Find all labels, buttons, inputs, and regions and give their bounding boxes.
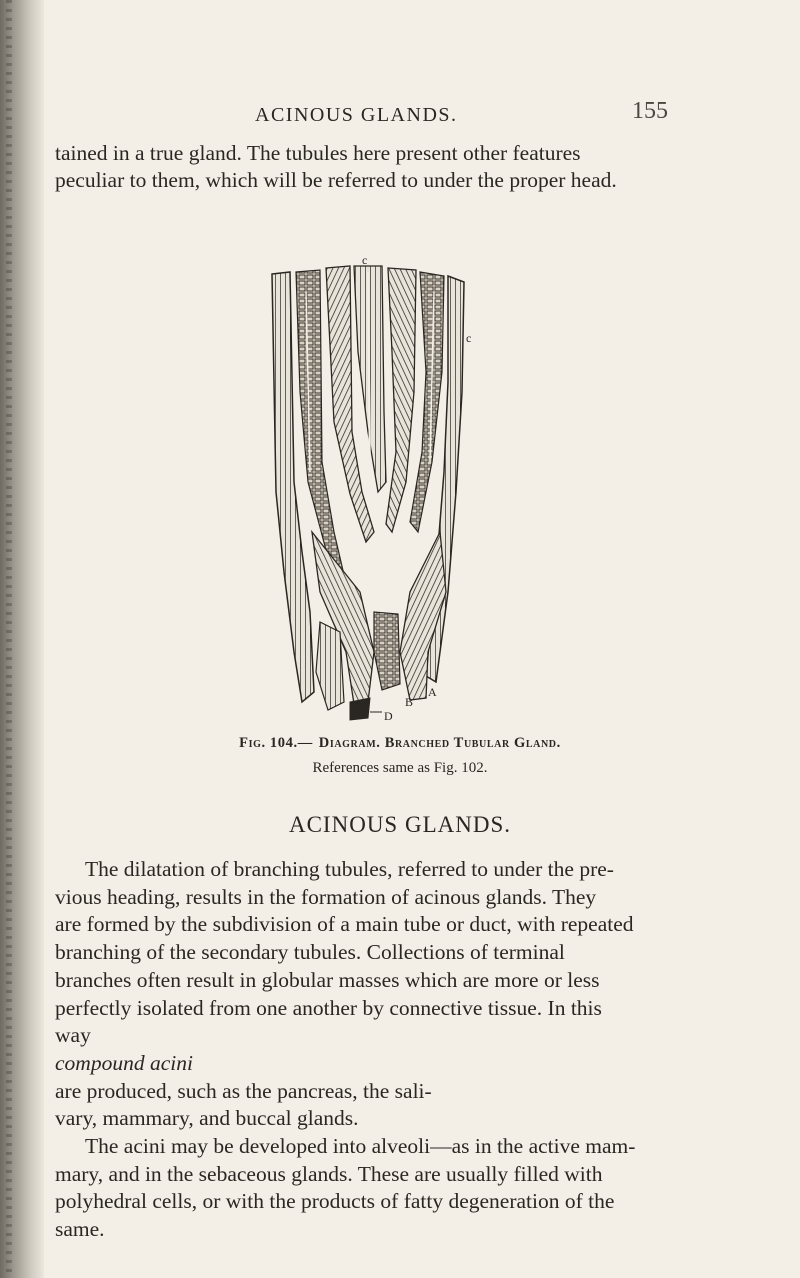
text-line: branching of the secondary tubules. Collections of terminal xyxy=(55,940,565,965)
text-line: perfectly isolated from one another by connective tissue. In this xyxy=(55,995,602,1020)
text-line: The dilatation of branching tubules, referred to under the pre- xyxy=(85,857,614,881)
page-number: 155 xyxy=(632,98,668,124)
text-line: polyhedral cells, or with the products of fatty degeneration of the xyxy=(55,1189,615,1214)
gland-diagram-illustration xyxy=(250,232,510,732)
figure-caption xyxy=(0,735,800,752)
text-line: mary, and in the sebaceous glands. These are usually filled with xyxy=(55,1161,603,1186)
label-c-top: c xyxy=(362,253,368,267)
section-body xyxy=(55,856,755,1244)
figure-title: Diagram. Branched Tubular Gland. xyxy=(318,735,561,751)
running-head: ACINOUS GLANDS. xyxy=(255,104,458,126)
text-fragment: are produced, such as the pancreas, the sali- xyxy=(55,1078,432,1103)
text-line: peculiar to them, which will be referred to under the proper head. xyxy=(55,168,617,192)
text-line xyxy=(55,1022,755,1105)
section-heading: ACINOUS GLANDS. xyxy=(288,812,511,837)
page-binding-edge xyxy=(0,0,44,1278)
text-line: tained in a true gland. The tubules here present other features xyxy=(55,141,581,165)
text-line: same. xyxy=(55,1217,105,1242)
figure-number: Fig. 104.— xyxy=(239,735,313,751)
text-line: branches often result in globular masses which are more or less xyxy=(55,967,600,992)
text-line: The acini may be developed into alveoli—as in the active mam- xyxy=(85,1134,636,1159)
label-d: D xyxy=(384,709,393,723)
text-line: vious heading, results in the formation of acinous glands. They xyxy=(55,884,597,909)
gland-diagram xyxy=(250,232,510,732)
label-c-right: c xyxy=(466,331,472,345)
text-line: are formed by the subdivision of a main tube or duct, with repeated xyxy=(55,912,634,937)
italic-term: compound acini xyxy=(55,1050,193,1075)
label-a: A xyxy=(428,685,437,699)
continued-paragraph xyxy=(55,140,755,194)
label-b: B xyxy=(405,695,414,709)
text-fragment: way xyxy=(55,1023,91,1048)
text-line: vary, mammary, and buccal glands. xyxy=(55,1106,359,1131)
figure-references: References same as Fig. 102. xyxy=(312,760,488,776)
